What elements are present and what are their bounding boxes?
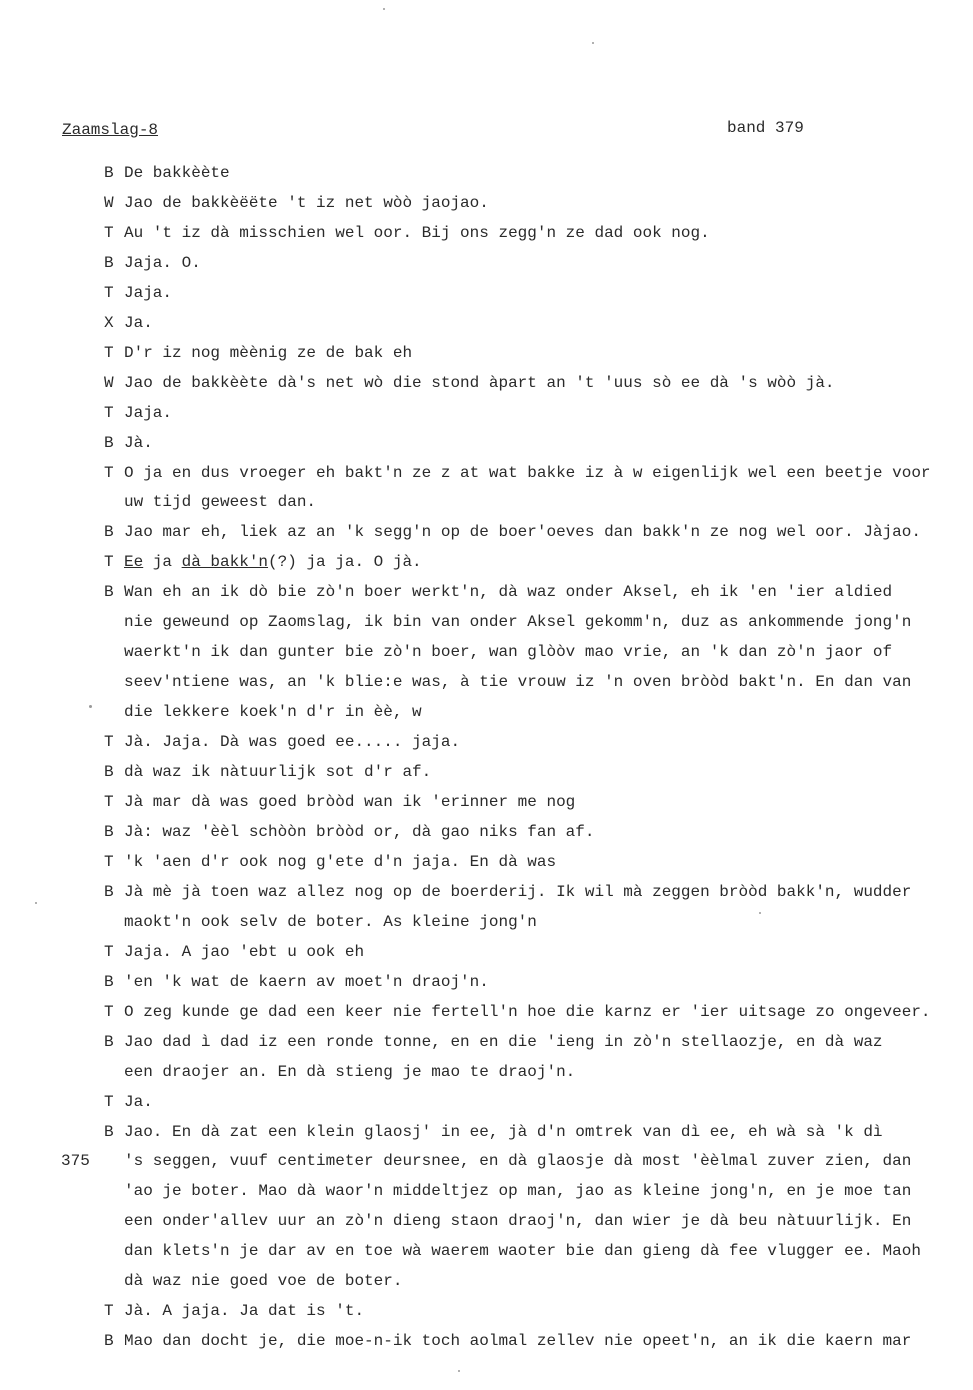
utterance-text: De bakkèète xyxy=(124,164,230,182)
speaker-label: T xyxy=(104,553,114,572)
transcript-line xyxy=(104,249,972,279)
utterance-text: 'k 'aen d'r ook nog g'ete d'n jaja. En dà was xyxy=(124,852,557,871)
transcript-line xyxy=(104,548,972,578)
utterance-text: Jà. Jaja. Dà was goed ee..... jaja. xyxy=(124,733,461,752)
utterance-text: dà waz nie goed voe de boter. xyxy=(124,1272,403,1291)
utterance-text: D'r iz nog mèènig ze de bak eh xyxy=(124,343,413,362)
transcript-line xyxy=(104,938,972,968)
transcript-line xyxy=(104,758,972,788)
speaker-label: T xyxy=(104,733,114,752)
transcript-line xyxy=(104,459,972,489)
transcript-line xyxy=(104,578,972,608)
transcript-line xyxy=(61,1147,972,1177)
speaker-label: T xyxy=(104,343,114,362)
utterance-text: Jaja. O. xyxy=(124,253,201,272)
utterance-text: Wan eh an ik dò bie zò'n boer werkt'n, dà waz onder Aksel, eh ik 'en 'ier aldied xyxy=(124,583,893,602)
transcript-line xyxy=(104,638,972,668)
utterance-segment: (?) ja ja. O jà. xyxy=(268,553,422,572)
utterance-text: uw tijd geweest dan. xyxy=(124,493,317,512)
utterance-text: een onder'allev uur an zò'n dieng staon draoj'n, dan wier je dà beu nàtuurlijk. En xyxy=(124,1212,912,1231)
speaker-label: W xyxy=(104,193,114,212)
speaker-label: T xyxy=(104,283,114,302)
transcript-line xyxy=(104,1088,972,1118)
utterance-text: Jao de bakkèète dà's net wò die stond àpart an 't 'uus sò ee dà 's wòò jà. xyxy=(124,373,835,392)
utterance-text: Ja. xyxy=(124,313,153,332)
transcript-line xyxy=(104,1177,972,1207)
speaker-label: B xyxy=(104,164,114,182)
utterance-text: Jaja. xyxy=(124,283,173,302)
scan-speck xyxy=(383,8,385,10)
transcript-line xyxy=(104,728,972,758)
transcript-line xyxy=(104,698,972,728)
page-title: Zaamslag-8 xyxy=(62,121,159,139)
utterance-text: dà waz ik nàtuurlijk sot d'r af. xyxy=(124,763,432,782)
speaker-label: T xyxy=(104,852,114,871)
transcript-line xyxy=(104,818,972,848)
utterance-text: O zeg kunde ge dad een keer nie fertell'n hoe die karnz er 'ier uitsage zo ongeveer. xyxy=(124,1002,931,1021)
utterance-text: dan klets'n je dar av en toe wà waerem waoter bie dan gieng dà fee vlugger ee. Maoh xyxy=(124,1242,921,1261)
utterance-text: 's seggen, vuuf centimeter deursnee, en dà glaosje dà most 'èèlmal zuver zien, dan xyxy=(124,1152,912,1171)
utterance-segment: dà bakk'n xyxy=(181,553,269,572)
utterance-text: seev'ntiene was, an 'k blie:e was, à tie vrouw iz 'n oven bròòd bakt'n. En dan van xyxy=(124,673,912,692)
transcript-line xyxy=(104,1297,972,1327)
scan-speck xyxy=(89,705,92,708)
utterance-text: Jà mè jà toen waz allez nog op de boerderij. Ik wil mà zeggen bròòd bakk'n, wudder xyxy=(124,882,912,901)
speaker-label: B xyxy=(104,972,114,991)
transcript-line xyxy=(104,608,972,638)
transcript-line xyxy=(104,848,972,878)
utterance-text: die lekkere koek'n d'r in èè, w xyxy=(124,703,422,722)
margin-number: 375 xyxy=(61,1152,90,1171)
transcript-line xyxy=(104,488,972,518)
transcript-line xyxy=(104,309,972,339)
speaker-label: B xyxy=(104,433,114,452)
transcript-body xyxy=(61,159,972,1357)
transcript-line xyxy=(104,788,972,818)
speaker-label: B xyxy=(104,1332,114,1351)
transcript-line xyxy=(104,339,972,369)
transcript-line xyxy=(104,1267,972,1297)
speaker-label: B xyxy=(104,253,114,272)
speaker-label: T xyxy=(104,1302,114,1321)
transcript-line xyxy=(104,968,972,998)
scan-speck xyxy=(759,912,761,914)
utterance-text: Jao dad ì dad iz een ronde tonne, en en die 'ieng in zò'n stellaozje, en dà waz xyxy=(124,1032,883,1051)
speaker-label: T xyxy=(104,942,114,961)
speaker-label: T xyxy=(104,1002,114,1021)
speaker-label: T xyxy=(104,463,114,482)
utterance-text: Jà. A jaja. Ja dat is 't. xyxy=(124,1302,365,1321)
utterance-text: waerkt'n ik dan gunter bie zò'n boer, wan glòòv mao vrie, an 'k dan zò'n jaor of xyxy=(124,643,893,662)
speaker-label: B xyxy=(104,523,114,542)
transcript-line xyxy=(104,219,972,249)
transcript-line xyxy=(104,998,972,1028)
transcript-line xyxy=(104,159,972,189)
transcript-line xyxy=(104,908,972,938)
transcript-line xyxy=(104,668,972,698)
speaker-label: T xyxy=(104,223,114,242)
speaker-label: B xyxy=(104,1122,114,1141)
transcript-line xyxy=(104,1237,972,1267)
transcript-line xyxy=(104,399,972,429)
scan-speck xyxy=(458,1370,460,1372)
utterance-text: 'ao je boter. Mao dà waor'n middeltjez op man, jao as kleine jong'n, en je moe tan xyxy=(124,1182,912,1201)
scan-speck xyxy=(592,42,594,44)
speaker-label: X xyxy=(104,313,114,332)
scan-speck xyxy=(35,902,37,904)
utterance-text: Jao. En dà zat een klein glaosj' in ee, jà d'n omtrek van dì ee, eh wà sà 'k dì xyxy=(124,1122,883,1141)
utterance-segment: ja xyxy=(143,553,182,572)
speaker-label: T xyxy=(104,403,114,422)
utterance-text: Jao mar eh, liek az an 'k segg'n op de boer'oeves dan bakk'n ze nog wel oor. Jàjao. xyxy=(124,523,921,542)
utterance-text: Jà mar dà was goed bròòd wan ik 'erinner me nog xyxy=(124,793,576,812)
utterance-segment: Ee xyxy=(124,553,144,572)
utterance-text: Ja. xyxy=(124,1092,153,1111)
transcript-line xyxy=(104,189,972,219)
speaker-label: B xyxy=(104,822,114,841)
tape-number: band 379 xyxy=(727,119,804,137)
utterance-text: 'en 'k wat de kaern av moet'n draoj'n. xyxy=(124,972,489,991)
speaker-label: B xyxy=(104,1032,114,1051)
speaker-label: W xyxy=(104,373,114,392)
utterance-text: Jà. xyxy=(124,433,153,452)
utterance-text: O ja en dus vroeger eh bakt'n ze z at wat bakke iz à w eigenlijk wel een beetje voor xyxy=(124,463,931,482)
speaker-label: B xyxy=(104,882,114,901)
transcript-line xyxy=(104,369,972,399)
utterance-text: Jà: waz 'èèl schòòn bròòd or, dà gao niks fan af. xyxy=(124,822,595,841)
transcript-line xyxy=(104,429,972,459)
utterance-text: Jaja. xyxy=(124,403,173,422)
transcript-line xyxy=(104,279,972,309)
utterance-text: Jao de bakkèëëte 't iz net wòò jaojao. xyxy=(124,193,489,212)
utterance-text: een draojer an. En dà stieng je mao te draoj'n. xyxy=(124,1062,576,1081)
transcript-line xyxy=(104,1118,972,1148)
utterance-text: nie geweund op Zaomslag, ik bin van onder Aksel gekomm'n, duz as ankommende jong'n xyxy=(124,613,912,632)
transcript-line xyxy=(104,878,972,908)
transcript-line xyxy=(104,518,972,548)
speaker-label: B xyxy=(104,583,114,602)
speaker-label: B xyxy=(104,763,114,782)
utterance-text: Jaja. A jao 'ebt u ook eh xyxy=(124,942,365,961)
speaker-label: T xyxy=(104,1092,114,1111)
transcript-line xyxy=(104,1058,972,1088)
speaker-label: T xyxy=(104,793,114,812)
utterance-text: maokt'n ook selv de boter. As kleine jong'n xyxy=(124,912,537,931)
transcript-line xyxy=(104,1028,972,1058)
transcript-line xyxy=(104,1327,972,1357)
transcript-line xyxy=(104,1207,972,1237)
utterance-text: Mao dan docht je, die moe-n-ik toch aolmal zellev nie opeet'n, an ik die kaern mar xyxy=(124,1332,912,1351)
utterance-text: Au 't iz dà misschien wel oor. Bij ons zegg'n ze dad ook nog. xyxy=(124,223,710,242)
